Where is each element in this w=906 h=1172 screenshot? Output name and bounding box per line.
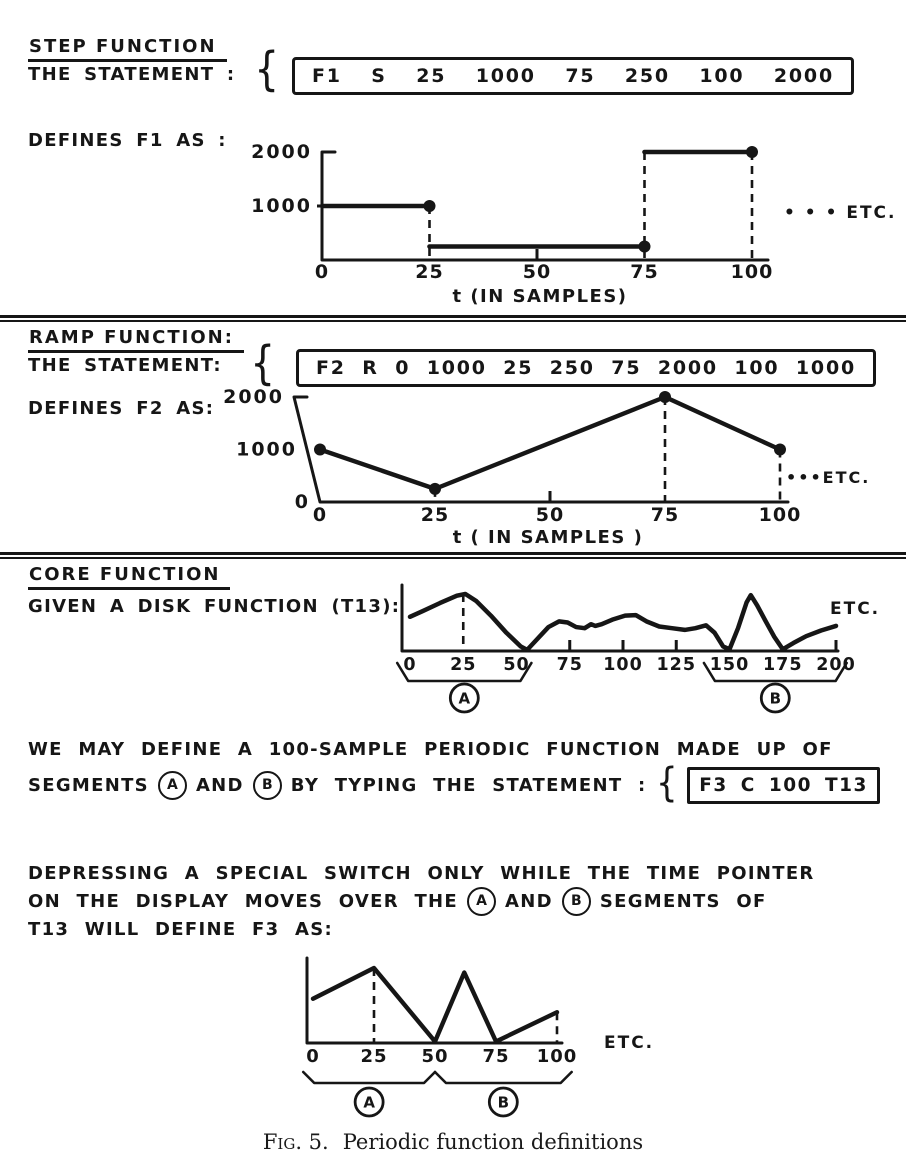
given-disk-function-label: GIVEN A DISK FUNCTION (T13): [28, 596, 401, 617]
circled-b-label: B [562, 887, 591, 916]
segment-brace [435, 1072, 572, 1083]
statement-token: 25 [503, 357, 534, 379]
data-point [659, 391, 671, 403]
and-word: AND [505, 891, 553, 912]
section-divider [0, 315, 906, 322]
etc-label: •••ETC. [786, 468, 871, 487]
and-word: AND [195, 775, 244, 796]
statement-token: R [362, 357, 379, 379]
f3-statement-brace: { [655, 759, 679, 806]
display-moves-text: ON THE DISPLAY MOVES OVER THE [28, 891, 459, 912]
x-tick-label: 25 [450, 655, 477, 675]
periodic-definition-paragraph [28, 736, 880, 804]
circled-segment-letter: B [497, 1093, 510, 1112]
statement-box-f3 [687, 767, 880, 804]
x-tick-label: 125 [656, 655, 697, 675]
circled-segment-letter: A [363, 1093, 375, 1112]
paragraph-line [28, 759, 880, 806]
statement-token: 100 [734, 357, 780, 379]
statement-token: 250 [549, 357, 595, 379]
statement-token: F3 [699, 775, 728, 796]
statement-box-f1 [292, 57, 854, 95]
data-point [424, 200, 436, 212]
statement-token: S [371, 65, 387, 87]
x-tick-label: 100 [758, 504, 802, 526]
figure-caption-text: Periodic function definitions [342, 1130, 644, 1154]
statement-token: 1000 [475, 65, 536, 87]
paragraph-line: DEPRESSING A SPECIAL SWITCH ONLY WHILE THE TIME POINTER [28, 863, 815, 884]
data-line [320, 397, 780, 489]
x-tick-label: 50 [522, 261, 552, 283]
y-tick-label: 0 [294, 491, 310, 513]
x-tick-label: 200 [816, 655, 856, 675]
step-function-heading: STEP FUNCTION [28, 36, 227, 62]
statement-token: 100 [699, 65, 745, 87]
statement-box-f2 [296, 349, 876, 387]
circled-segment-letter: A [458, 689, 471, 708]
x-tick-label: 0 [312, 504, 328, 526]
statement-token: 2000 [773, 65, 834, 87]
y-tick-label: 2000 [223, 386, 284, 408]
chart-t13-core [378, 565, 906, 717]
statement-token: 1000 [426, 357, 487, 379]
paragraph-line: WE MAY DEFINE A 100-SAMPLE PERIODIC FUNCTION MADE UP OF [28, 739, 833, 760]
x-tick-label: 25 [420, 504, 450, 526]
y-tick-label: 2000 [251, 141, 312, 163]
statement-token: 25 [416, 65, 447, 87]
circled-segment-letter: B [769, 689, 782, 708]
x-tick-label: 25 [415, 261, 444, 283]
core-function-heading: CORE FUNCTION [28, 564, 230, 590]
circled-a-label: A [158, 771, 187, 800]
ramp-function-heading: RAMP FUNCTION: [28, 327, 244, 353]
x-axis-label: t (IN SAMPLES) [452, 286, 628, 307]
circled-b-label: B [253, 771, 282, 800]
statement-token: 250 [624, 65, 670, 87]
axis [294, 397, 788, 502]
x-tick-label: 100 [730, 261, 774, 283]
data-point [774, 444, 786, 456]
x-tick-label: 0 [314, 261, 330, 283]
step-statement-brace: { [254, 42, 280, 96]
x-tick-label: 75 [650, 504, 680, 526]
x-tick-label: 0 [403, 655, 417, 675]
x-tick-label: 50 [503, 655, 530, 675]
statement-token: 0 [395, 357, 411, 379]
statement-token: 2000 [657, 357, 718, 379]
x-tick-label: 175 [762, 655, 803, 675]
chart-f3-periodic [230, 945, 710, 1123]
circled-a-label: A [467, 887, 496, 916]
statement-token: 75 [565, 65, 596, 87]
figure-number-label: Fig. 5. [262, 1130, 329, 1154]
x-axis-label: t ( IN SAMPLES ) [452, 527, 644, 548]
statement-token: F1 [312, 65, 342, 87]
x-tick-label: 100 [536, 1046, 578, 1067]
x-tick-label: 0 [306, 1046, 320, 1067]
defines-f1-label: DEFINES F1 AS : [28, 130, 227, 151]
segments-of-text: SEGMENTS OF [599, 891, 767, 912]
figure-caption [0, 1130, 906, 1154]
chart-f1-step [228, 136, 906, 311]
segments-word: SEGMENTS [28, 775, 149, 796]
x-tick-label: 75 [556, 655, 583, 675]
ramp-statement-label: THE STATEMENT: [28, 355, 222, 376]
statement-token: F2 [316, 357, 346, 379]
x-tick-label: 150 [709, 655, 750, 675]
data-point [429, 483, 441, 495]
defines-f2-label: DEFINES F2 AS: [28, 398, 215, 419]
data-line [313, 968, 557, 1042]
statement-token: T13 [824, 775, 868, 796]
statement-token: 75 [611, 357, 642, 379]
x-tick-label: 50 [535, 504, 565, 526]
x-tick-label: 75 [482, 1046, 510, 1067]
etc-label: ETC. [604, 1033, 655, 1053]
chart-f2-ramp [148, 386, 906, 552]
data-point [639, 241, 651, 253]
paragraph-line: T13 WILL DEFINE F3 AS: [28, 919, 333, 940]
x-tick-label: 100 [603, 655, 643, 675]
step-statement-label: THE STATEMENT : [28, 64, 236, 85]
data-point [314, 444, 326, 456]
x-tick-label: 25 [360, 1046, 388, 1067]
segment-brace [303, 1072, 435, 1083]
etc-label: • • • ETC. [784, 203, 897, 223]
y-tick-label: 1000 [251, 195, 312, 217]
etc-label: ETC. [830, 599, 881, 619]
x-tick-label: 75 [630, 261, 659, 283]
x-tick-label: 50 [421, 1046, 449, 1067]
typing-statement-text: BY TYPING THE STATEMENT : [290, 775, 647, 796]
statement-token: 100 [768, 775, 812, 796]
statement-token: C [740, 775, 756, 796]
statement-token: 1000 [795, 357, 856, 379]
data-point [746, 146, 758, 158]
ramp-statement-brace: { [250, 336, 276, 390]
section-divider [0, 552, 906, 559]
paragraph-line [28, 887, 815, 916]
y-tick-label: 1000 [236, 438, 297, 461]
switch-description-paragraph [28, 860, 815, 943]
